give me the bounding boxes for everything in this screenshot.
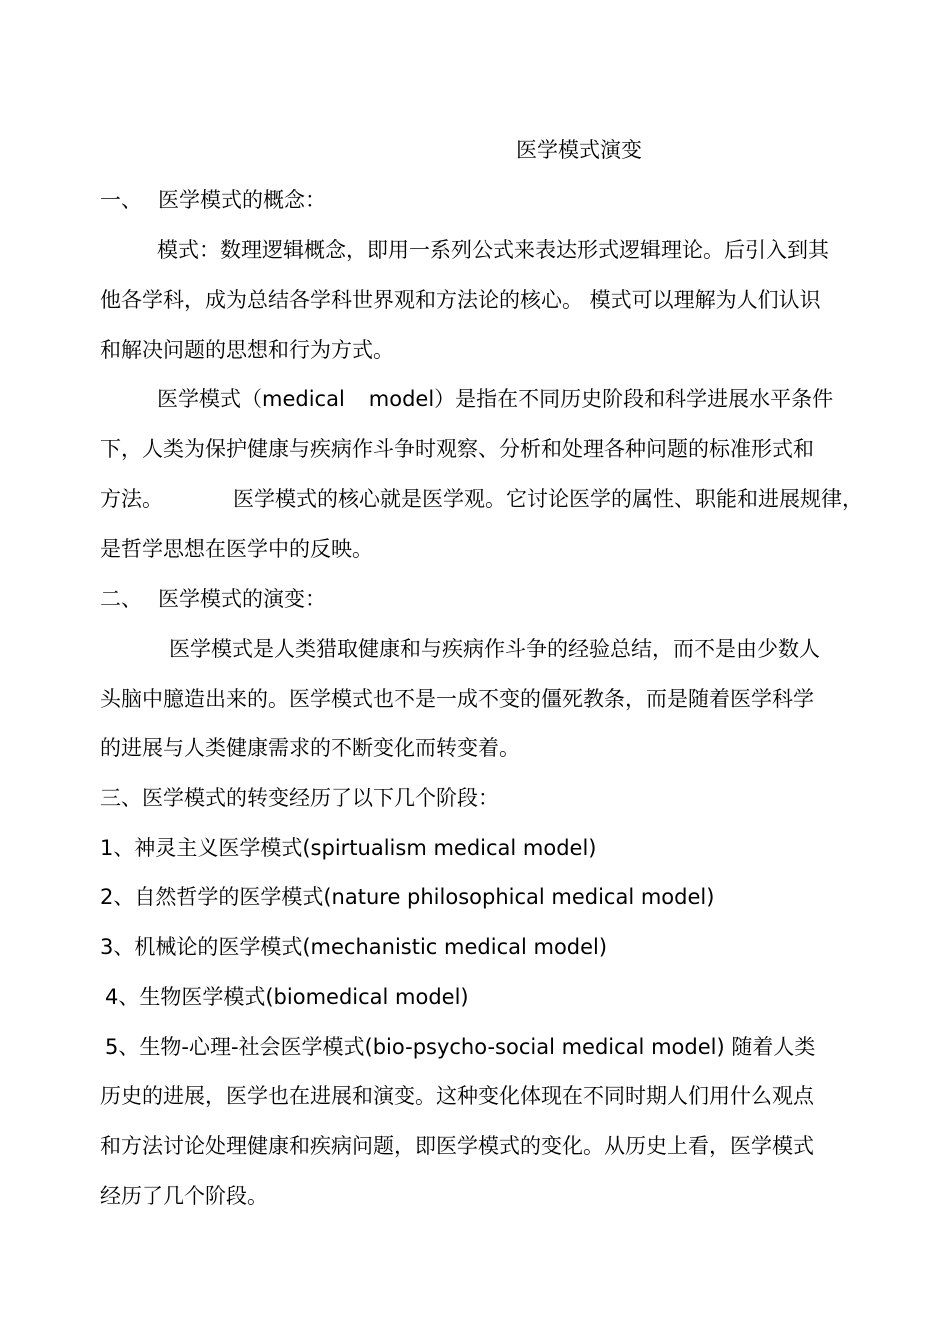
paragraph-line: 头脑中臆造出来的。医学模式也不是一成不变的僵死教条，而是随着医学科学 [100,687,814,711]
paragraph-line: 他各学科，成为总结各学科世界观和方法论的核心。 模式可以理解为人们认识 [100,288,821,312]
text-span: 方法。 [100,487,163,511]
list-item: 4、生物医学模式(biomedical model) [105,985,469,1009]
list-item: 1、神灵主义医学模式(spirtualism medical model) [100,836,597,860]
paragraph-line: 和方法讨论处理健康和疾病问题，即医学模式的变化。从历史上看，医学模式 [100,1134,814,1158]
section-2-number: 二、 [100,587,142,611]
list-item: 2、自然哲学的医学模式(nature philosophical medical model) [100,885,715,909]
paragraph-line: 是哲学思想在医学中的反映。 [100,537,373,561]
text-span: 医学模式（medical [157,387,345,411]
paragraph-line: 历史的进展，医学也在进展和演变。这种变化体现在不同时期人们用什么观点 [100,1084,814,1108]
paragraph-line: 医学模式是人类猎取健康和与疾病作斗争的经验总结，而不是由少数人 [169,637,820,661]
paragraph-line [100,484,863,514]
paragraph-line: 经历了几个阶段。 [100,1184,268,1208]
section-1-number: 一、 [100,188,142,212]
text-span: model）是指在不同历史阶段和科学进展水平条件 [368,387,834,411]
paragraph-line [157,384,833,414]
section-2-heading [100,584,326,614]
list-item: 3、机械论的医学模式(mechanistic medical model) [100,935,608,959]
paragraph-line: 下，人类为保护健康与疾病作斗争时观察、分析和处理各种问题的标准形式和 [100,437,814,461]
section-1-heading [100,185,326,215]
section-1-title: 医学模式的概念： [158,188,326,212]
section-3-heading: 三、医学模式的转变经历了以下几个阶段： [100,786,499,810]
document-title: 医学模式演变 [516,138,642,162]
paragraph-line: 和解决问题的思想和行为方式。 [100,338,394,362]
text-span: 医学模式的核心就是医学观。它讨论医学的属性、职能和进展规律， [233,487,863,511]
paragraph-line: 模式：数理逻辑概念，即用一系列公式来表达形式逻辑理论。后引入到其 [157,238,829,262]
section-2-title: 医学模式的演变： [158,587,326,611]
paragraph-line: 的进展与人类健康需求的不断变化而转变着。 [100,736,520,760]
list-item: 5、生物-心理-社会医学模式(bio-psycho-social medical model) 随着人类 [105,1035,816,1059]
